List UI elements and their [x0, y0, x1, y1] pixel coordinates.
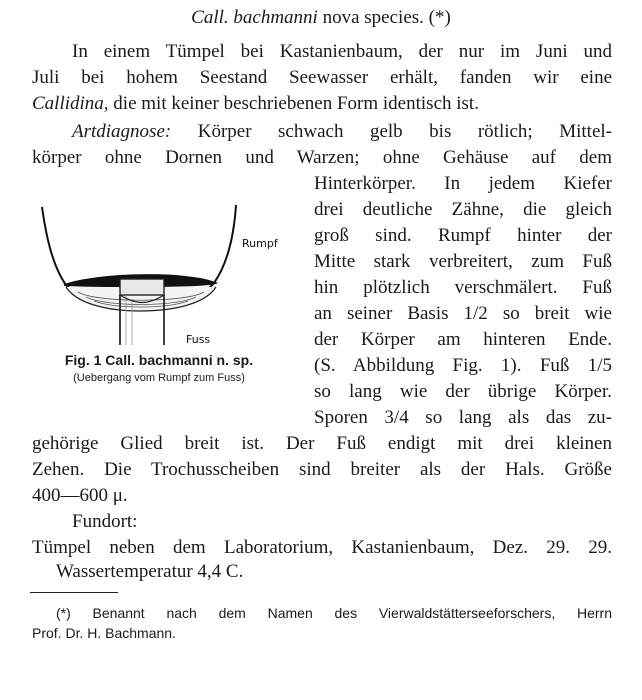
intro-line-3 [32, 92, 479, 116]
diagnosis-label: Artdiagnose: [72, 121, 172, 142]
diagnosis-wrap-line: drei deutliche Zähne, die gleich [314, 199, 612, 220]
fundort-label: Fundort: [72, 511, 138, 532]
rotifer-foot-drawing [36, 195, 286, 347]
diagnosis-full-line: Zehen. Die Trochusscheiben sind breiter als der Hals. Größe [32, 459, 612, 480]
diagnosis-wrap-line: Hinterkörper. In jedem Kiefer [314, 173, 612, 194]
diagnosis-wrap-line: hin plötzlich verschmälert. Fuß [314, 277, 612, 298]
intro-line-2: Juli bei hohem Seestand Seewasser erhält, fanden wir eine [32, 67, 612, 88]
size-line: 400—600 μ. [32, 485, 128, 506]
diagnosis-line-1-rest: Körper schwach gelb bis rötlich; Mittel- [171, 121, 612, 142]
diagnosis-wrap-line: so lang wie der übrige Körper. [314, 381, 612, 402]
fundort-line-1: Tümpel neben dem Laboratorium, Kastanienbaum, Dez. 29. 29. [32, 537, 612, 558]
fundort-line-2: Wassertemperatur 4,4 C. [56, 561, 244, 582]
diagnosis-wrap-line: an seiner Basis 1/2 so breit wie [314, 303, 612, 324]
title-suffix: nova species. (*) [317, 7, 451, 28]
species-name: Call. bachmanni [191, 7, 318, 28]
footnote-line-1: (*) Benannt nach dem Namen des Vierwaldstätterseeforschers, Herrn [56, 605, 612, 621]
diagnosis-line-2: körper ohne Dornen und Warzen; ohne Gehäuse auf dem [32, 147, 612, 168]
diagnosis-line-1 [72, 120, 612, 144]
diagnosis-full-line: gehörige Glied breit ist. Der Fuß endigt mit drei kleinen [32, 433, 612, 454]
section-title [0, 6, 642, 30]
label-rumpf: Rumpf [242, 237, 278, 250]
genus-name: Callidina, [32, 93, 109, 114]
footnote-line-2: Prof. Dr. H. Bachmann. [32, 625, 176, 641]
diagnosis-wrap-line: der Körper am hinteren Ende. [314, 329, 612, 350]
figure-subcaption: (Uebergang vom Rumpf zum Fuss) [73, 372, 245, 384]
diagnosis-wrap-line: groß sind. Rumpf hinter der [314, 225, 612, 246]
footnote-rule [30, 592, 118, 593]
figure-caption: Fig. 1 Call. bachmanni n. sp. [64, 352, 254, 368]
intro-line-3-rest: die mit keiner beschriebenen Form identisch ist. [108, 93, 479, 114]
intro-line-1: In einem Tümpel bei Kastanienbaum, der nur im Juni und [72, 41, 612, 62]
diagnosis-wrap-line: Sporen 3/4 so lang als das zu- [314, 407, 612, 428]
figure-1 [30, 195, 280, 395]
diagnosis-wrap-line: Mitte stark verbreitert, zum Fuß [314, 251, 612, 272]
diagnosis-wrap-line: (S. Abbildung Fig. 1). Fuß 1/5 [314, 355, 612, 376]
label-fuss: Fuss [186, 333, 211, 346]
